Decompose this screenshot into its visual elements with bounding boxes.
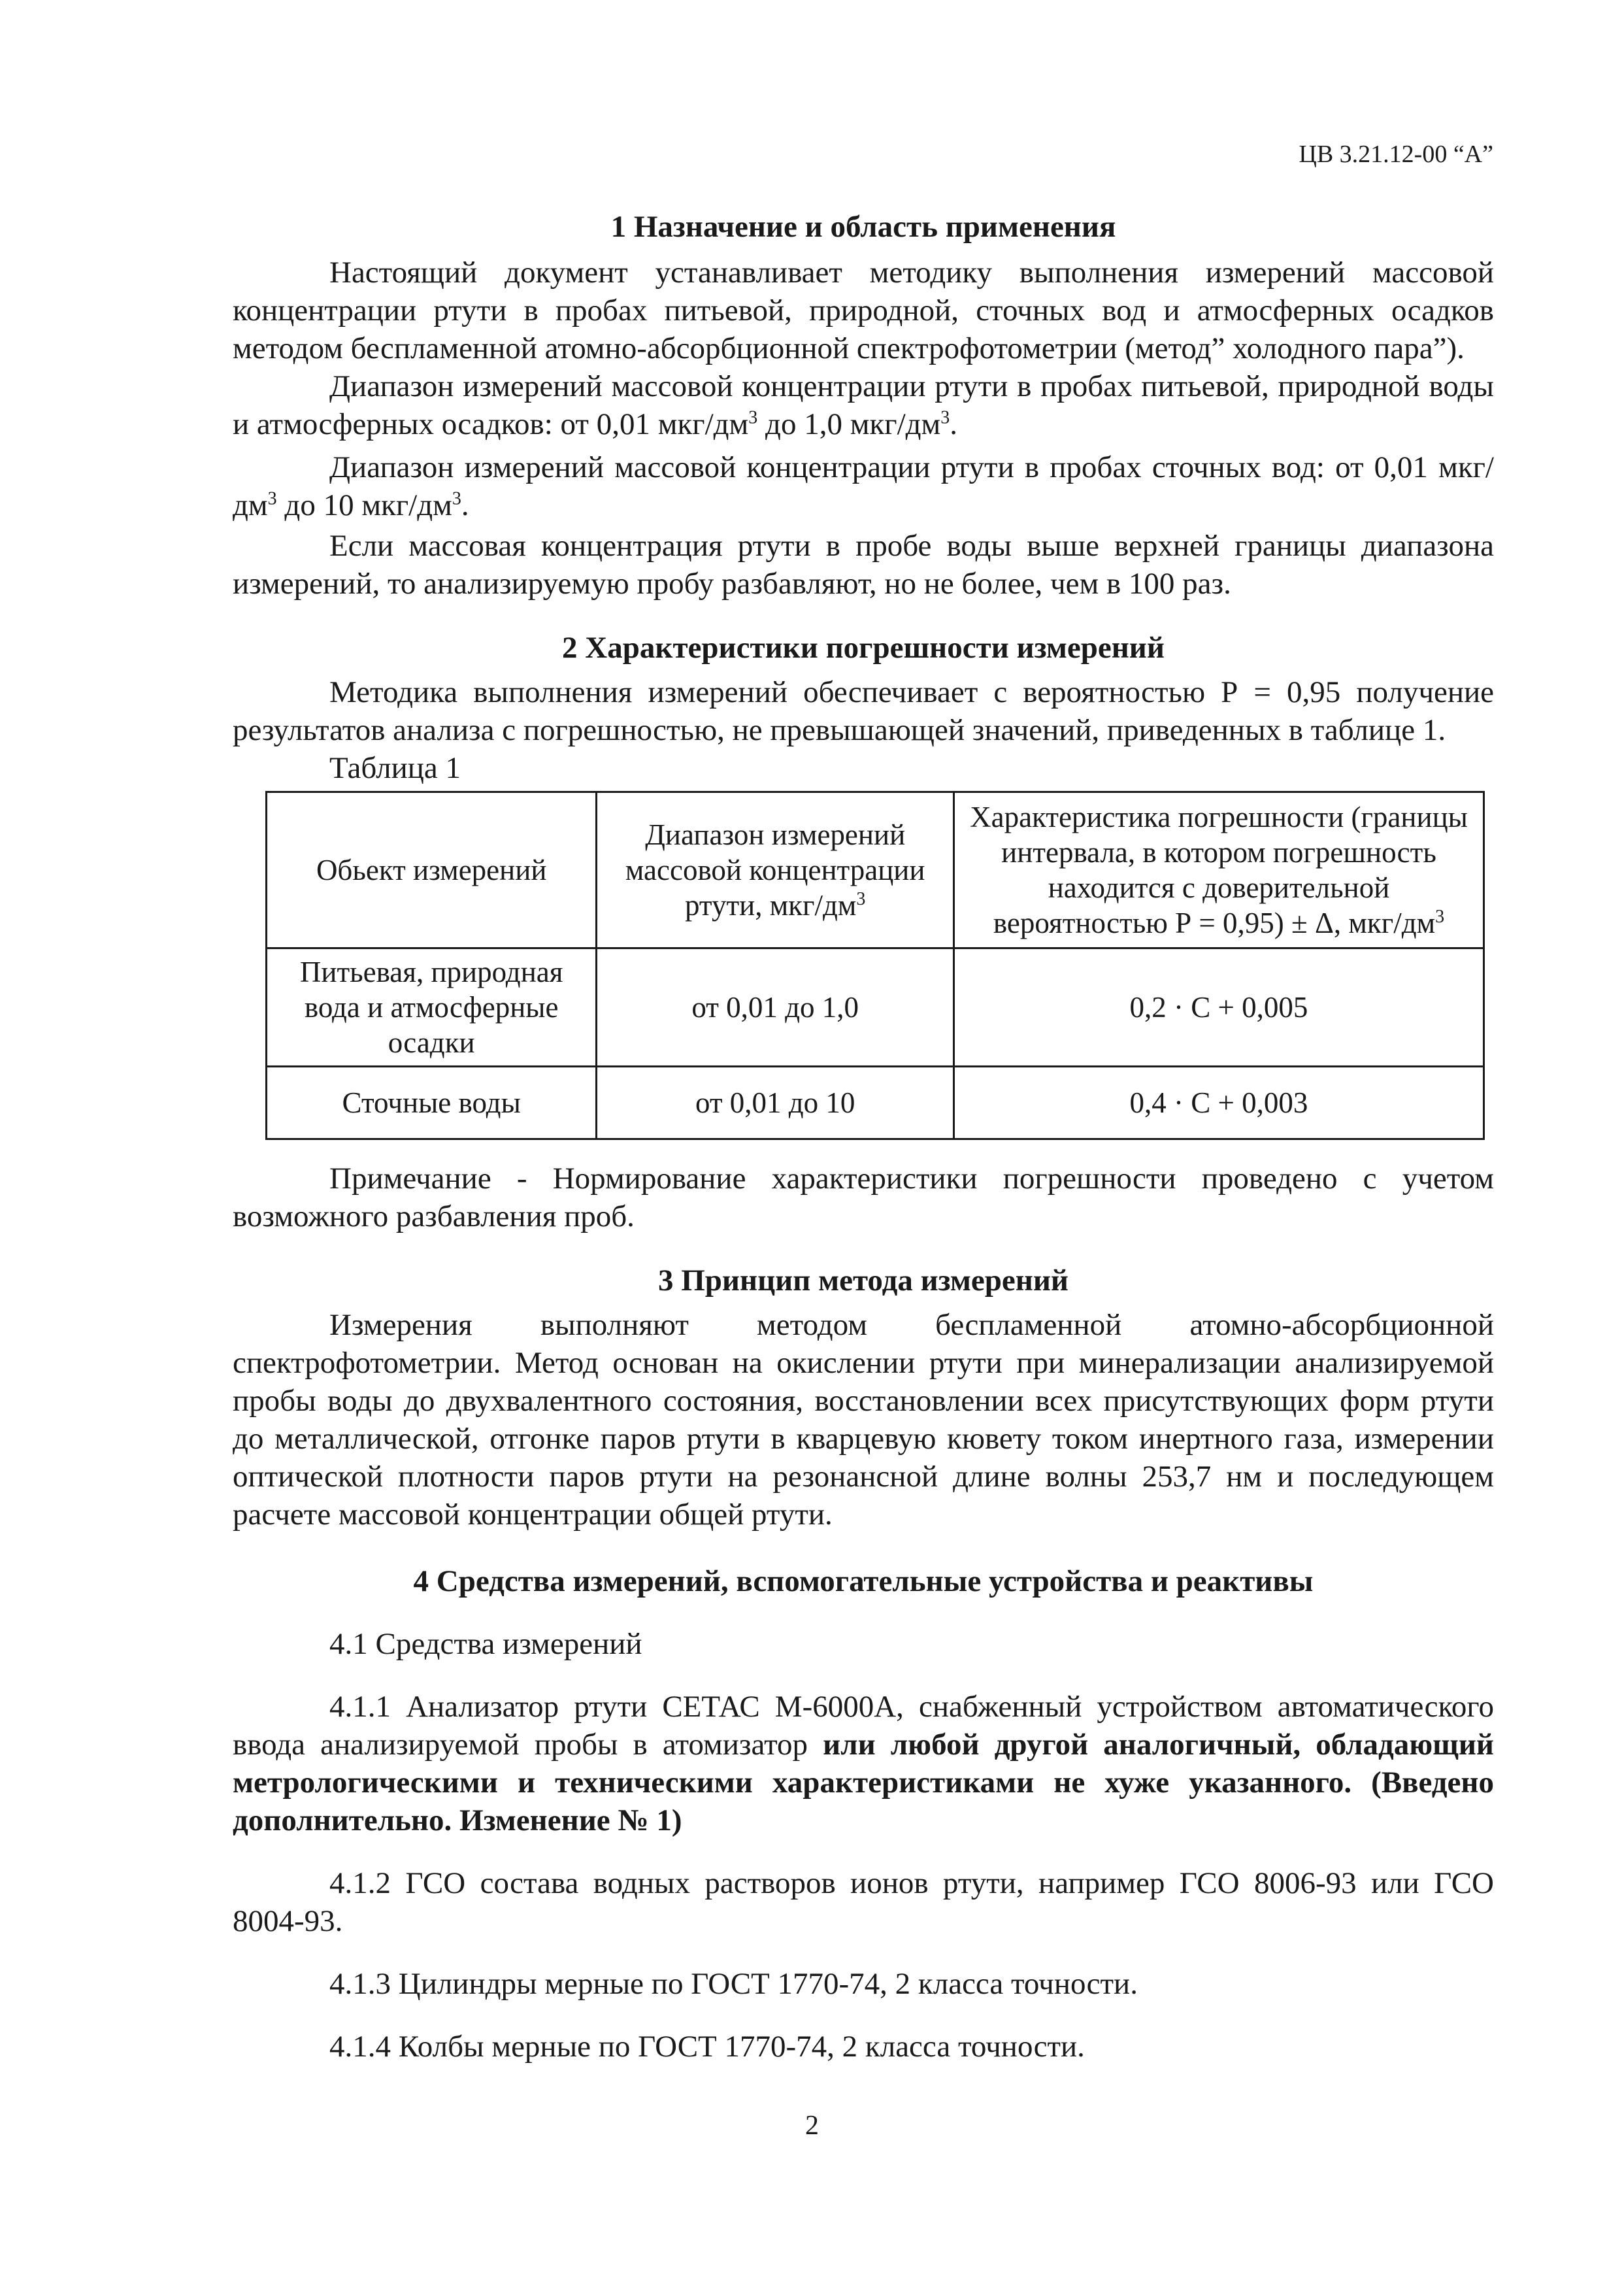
section-1-title: 1 Назначение и область применения	[610, 210, 1116, 244]
section-2-title: 2 Характеристики погрешности измерений	[562, 631, 1165, 665]
table-header-row	[267, 792, 1484, 948]
s1p3-text-c: .	[461, 488, 469, 522]
document-code: ЦВ 3.21.12-00 “А”	[1299, 141, 1493, 168]
paragraph-4-1: 4.1 Средства измерений	[329, 1627, 642, 1661]
superscript: 3	[452, 488, 461, 509]
cell-range: от 0,01 до 10	[597, 1067, 954, 1139]
page-content	[233, 208, 1494, 2066]
section-1-paragraph-1: Настоящий документ устанавливает методику выполнения измерений массовой концентрации ртути в пробах питьевой, природной, сточных вод и атмосферных осадков методом беспламенной атомно-абсорбционной спектрофотометрии (метод” холодного пара”).	[233, 256, 1494, 365]
section-2-paragraph-1: Методика выполнения измерений обеспечивает с вероятностью Р = 0,95 получение результатов анализа с погрешностью, не превышающей значений, приведенных в таблице 1.	[233, 675, 1494, 747]
paragraph-4-1-1	[233, 1688, 1494, 1839]
paragraph-4-1-2: 4.1.2 ГСО состава водных растворов ионов ртути, например ГСО 8006-93 или ГСО 8004-93.	[233, 1866, 1494, 1938]
table-caption: Таблица 1	[329, 751, 461, 785]
s1p2-text-a: Диапазон измерений массовой концентрации ртути в пробах питьевой, природной воды и атмосферных осадков: от 0,01 мкг/дм	[233, 369, 1494, 441]
cell-error: 0,2 · С + 0,005	[954, 948, 1484, 1067]
superscript: 3	[267, 488, 277, 509]
superscript: 3	[856, 889, 866, 909]
header-error-text: Характеристика погрешности (границы интервала, в котором погрешность находится с доверительной вероятностью Р = 0,95) ± Δ, мкг/дм	[970, 801, 1468, 939]
section-3-paragraph-1: Измерения выполняют методом беспламенной атомно-абсорбционной спектрофотометрии. Метод основан на окислении ртути при минерализации анализируемой пробы воды до двухвалентного состояния, восстановлении всех присутствующих форм ртути до металлической, отгонке паров ртути в кварцевую кювету током инертного газа, измерении оптической плотности паров ртути на резонансной длине волны 253,7 нм и последующем расчете массовой концентрации общей ртути.	[233, 1308, 1494, 1532]
header-error	[954, 792, 1484, 948]
superscript: 3	[1435, 907, 1445, 927]
s1p2-text-c: .	[950, 407, 958, 441]
page-number: 2	[805, 2111, 819, 2141]
error-characteristics-table	[265, 791, 1485, 1140]
table-note: Примечание - Нормирование характеристики погрешности проведено с учетом возможного разбавления проб.	[233, 1162, 1494, 1233]
section-1-paragraph-2	[233, 367, 1494, 443]
header-range-text: Диапазон измерений массовой концентрации ртути, мкг/дм	[625, 818, 925, 922]
s1p2-text-b: до 1,0 мкг/дм	[757, 407, 941, 441]
paragraph-4-1-4: 4.1.4 Колбы мерные по ГОСТ 1770-74, 2 класса точности.	[329, 2030, 1085, 2064]
section-1-paragraph-3	[233, 448, 1494, 524]
cell-object: Сточные воды	[267, 1067, 597, 1139]
superscript: 3	[748, 407, 758, 428]
s1p3-text-b: до 10 мкг/дм	[276, 488, 452, 522]
superscript: 3	[940, 407, 950, 428]
header-object: Обьект измерений	[267, 792, 597, 948]
p411-regular: 4.1.1 Анализатор ртути СЕТАС М-6000А, снабженный устройством автоматического ввода анализируемой пробы в атомизатор	[233, 1690, 1494, 1762]
cell-error: 0,4 · С + 0,003	[954, 1067, 1484, 1139]
cell-object: Питьевая, природная вода и атмосферные осадки	[267, 948, 597, 1067]
paragraph-4-1-3: 4.1.3 Цилиндры мерные по ГОСТ 1770-74, 2 класса точности.	[329, 1967, 1138, 2001]
section-1-paragraph-4: Если массовая концентрация ртути в пробе воды выше верхней границы диапазона измерений, то анализируемую пробу разбавляют, но не более, чем в 100 раз.	[233, 529, 1494, 601]
table-row	[267, 948, 1484, 1067]
section-4-title: 4 Средства измерений, вспомогательные устройства и реактивы	[413, 1564, 1314, 1598]
header-range	[597, 792, 954, 948]
s1p3-text-a: Диапазон измерений массовой концентрации ртути в пробах сточных вод: от 0,01 мкг/дм	[233, 450, 1494, 522]
cell-range: от 0,01 до 1,0	[597, 948, 954, 1067]
p411-bold-amendment: или любой другой аналогичный, обладающий метрологическими и техническими характеристиками не хуже указанного. (Введено дополнительно. Изменение № 1)	[233, 1728, 1495, 1837]
table-row	[267, 1067, 1484, 1139]
section-3-title: 3 Принцип метода измерений	[657, 1264, 1069, 1298]
